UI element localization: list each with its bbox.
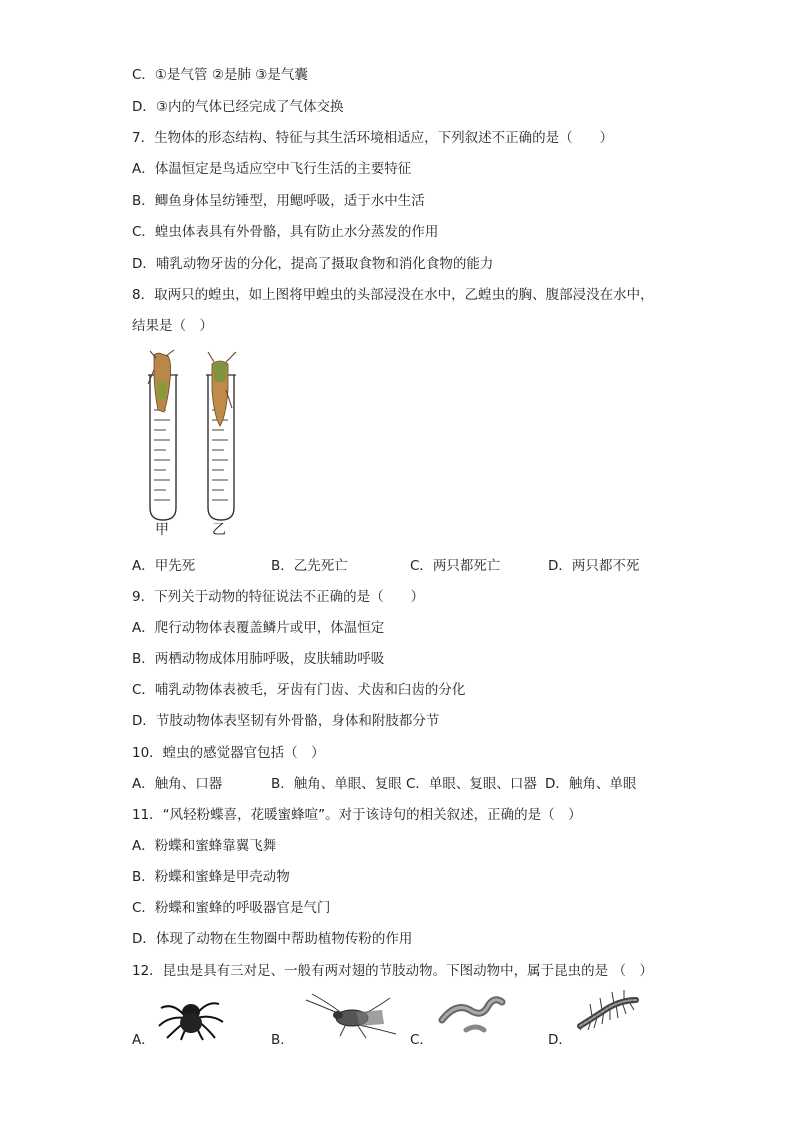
q8-option-d: D．两只都不死: [548, 558, 640, 574]
q11-option-d: D．体现了动物在生物圈中帮助植物传粉的作用: [132, 931, 413, 947]
grasshopper-right-icon: [208, 352, 236, 426]
q12-option-c: C．: [410, 1032, 433, 1048]
q8-stem-line2: 结果是（ ）: [132, 318, 213, 334]
centipede-icon: [572, 990, 642, 1040]
q7-option-d: D．哺乳动物牙齿的分化，提高了摄取食物和消化食物的能力: [132, 256, 494, 272]
q11-option-a: A．粉蝶和蜜蜂靠翼飞舞: [132, 838, 277, 854]
q9-option-d: D．节肢动物体表坚韧有外骨骼，身体和附肢都分节: [132, 713, 440, 729]
q12-stem: 12．昆虫是具有三对足、一般有两对翅的节肢动物。下图动物中，属于昆虫的是 （ ）: [132, 963, 653, 979]
q12-option-a: A．: [132, 1032, 155, 1048]
grasshopper-left-icon: [148, 350, 174, 412]
q10-option-d: D．触角、单眼: [545, 776, 637, 792]
q7-option-a: A．体温恒定是鸟适应空中飞行生活的主要特征: [132, 161, 412, 177]
q10-option-b: B．触角、单眼、复眼: [271, 776, 402, 792]
q8-stem-line1: 8．取两只的蝗虫，如上图将甲蝗虫的头部浸没在水中，乙蝗虫的胸、腹部浸没在水中，: [132, 287, 654, 303]
q7-option-c: C．蝗虫体表具有外骨骼，具有防止水分蒸发的作用: [132, 224, 439, 240]
spider-icon: [155, 990, 225, 1040]
option-d-prev: D．③内的气体已经完成了气体交换: [132, 99, 344, 115]
q7-stem: 7．生物体的形态结构、特征与其生活环境相适应，下列叙述不正确的是（ ）: [132, 130, 614, 146]
q11-option-b: B．粉蝶和蜜蜂是甲壳动物: [132, 869, 290, 885]
q10-option-a: A．触角、口器: [132, 776, 223, 792]
cricket-icon: [300, 990, 400, 1040]
q8-option-c: C．两只都死亡: [410, 558, 501, 574]
q8-option-a: A．甲先死: [132, 558, 196, 574]
tube-label-left: 甲: [155, 522, 169, 538]
q12-option-d: D．: [548, 1032, 572, 1048]
q10-stem: 10．蝗虫的感觉器官包括（ ）: [132, 745, 325, 761]
q10-option-c: C．单眼、复眼、口器: [406, 776, 537, 792]
q9-option-a: A．爬行动物体表覆盖鳞片或甲，体温恒定: [132, 620, 385, 636]
q9-option-b: B．两栖动物成体用肺呼吸，皮肤辅助呼吸: [132, 651, 385, 667]
q9-stem: 9．下列关于动物的特征说法不正确的是（ ）: [132, 589, 425, 605]
option-c-prev: C．①是气管 ②是肺 ③是气囊: [132, 67, 308, 83]
q8-option-b: B．乙先死亡: [271, 558, 348, 574]
q9-option-c: C．哺乳动物体表被毛，牙齿有门齿、犬齿和臼齿的分化: [132, 682, 466, 698]
q11-stem: 11．“风轻粉蝶喜，花暖蜜蜂喧”。对于该诗句的相关叙述，正确的是（ ）: [132, 807, 582, 823]
q7-option-b: B．鲫鱼身体呈纺锤型，用鳃呼吸，适于水中生活: [132, 193, 425, 209]
earthworm-icon: [436, 990, 506, 1040]
tube-label-right: 乙: [212, 522, 226, 538]
q12-option-b: B．: [271, 1032, 294, 1048]
test-tube-figure: [140, 350, 260, 530]
q11-option-c: C．粉蝶和蜜蜂的呼吸器官是气门: [132, 900, 331, 916]
